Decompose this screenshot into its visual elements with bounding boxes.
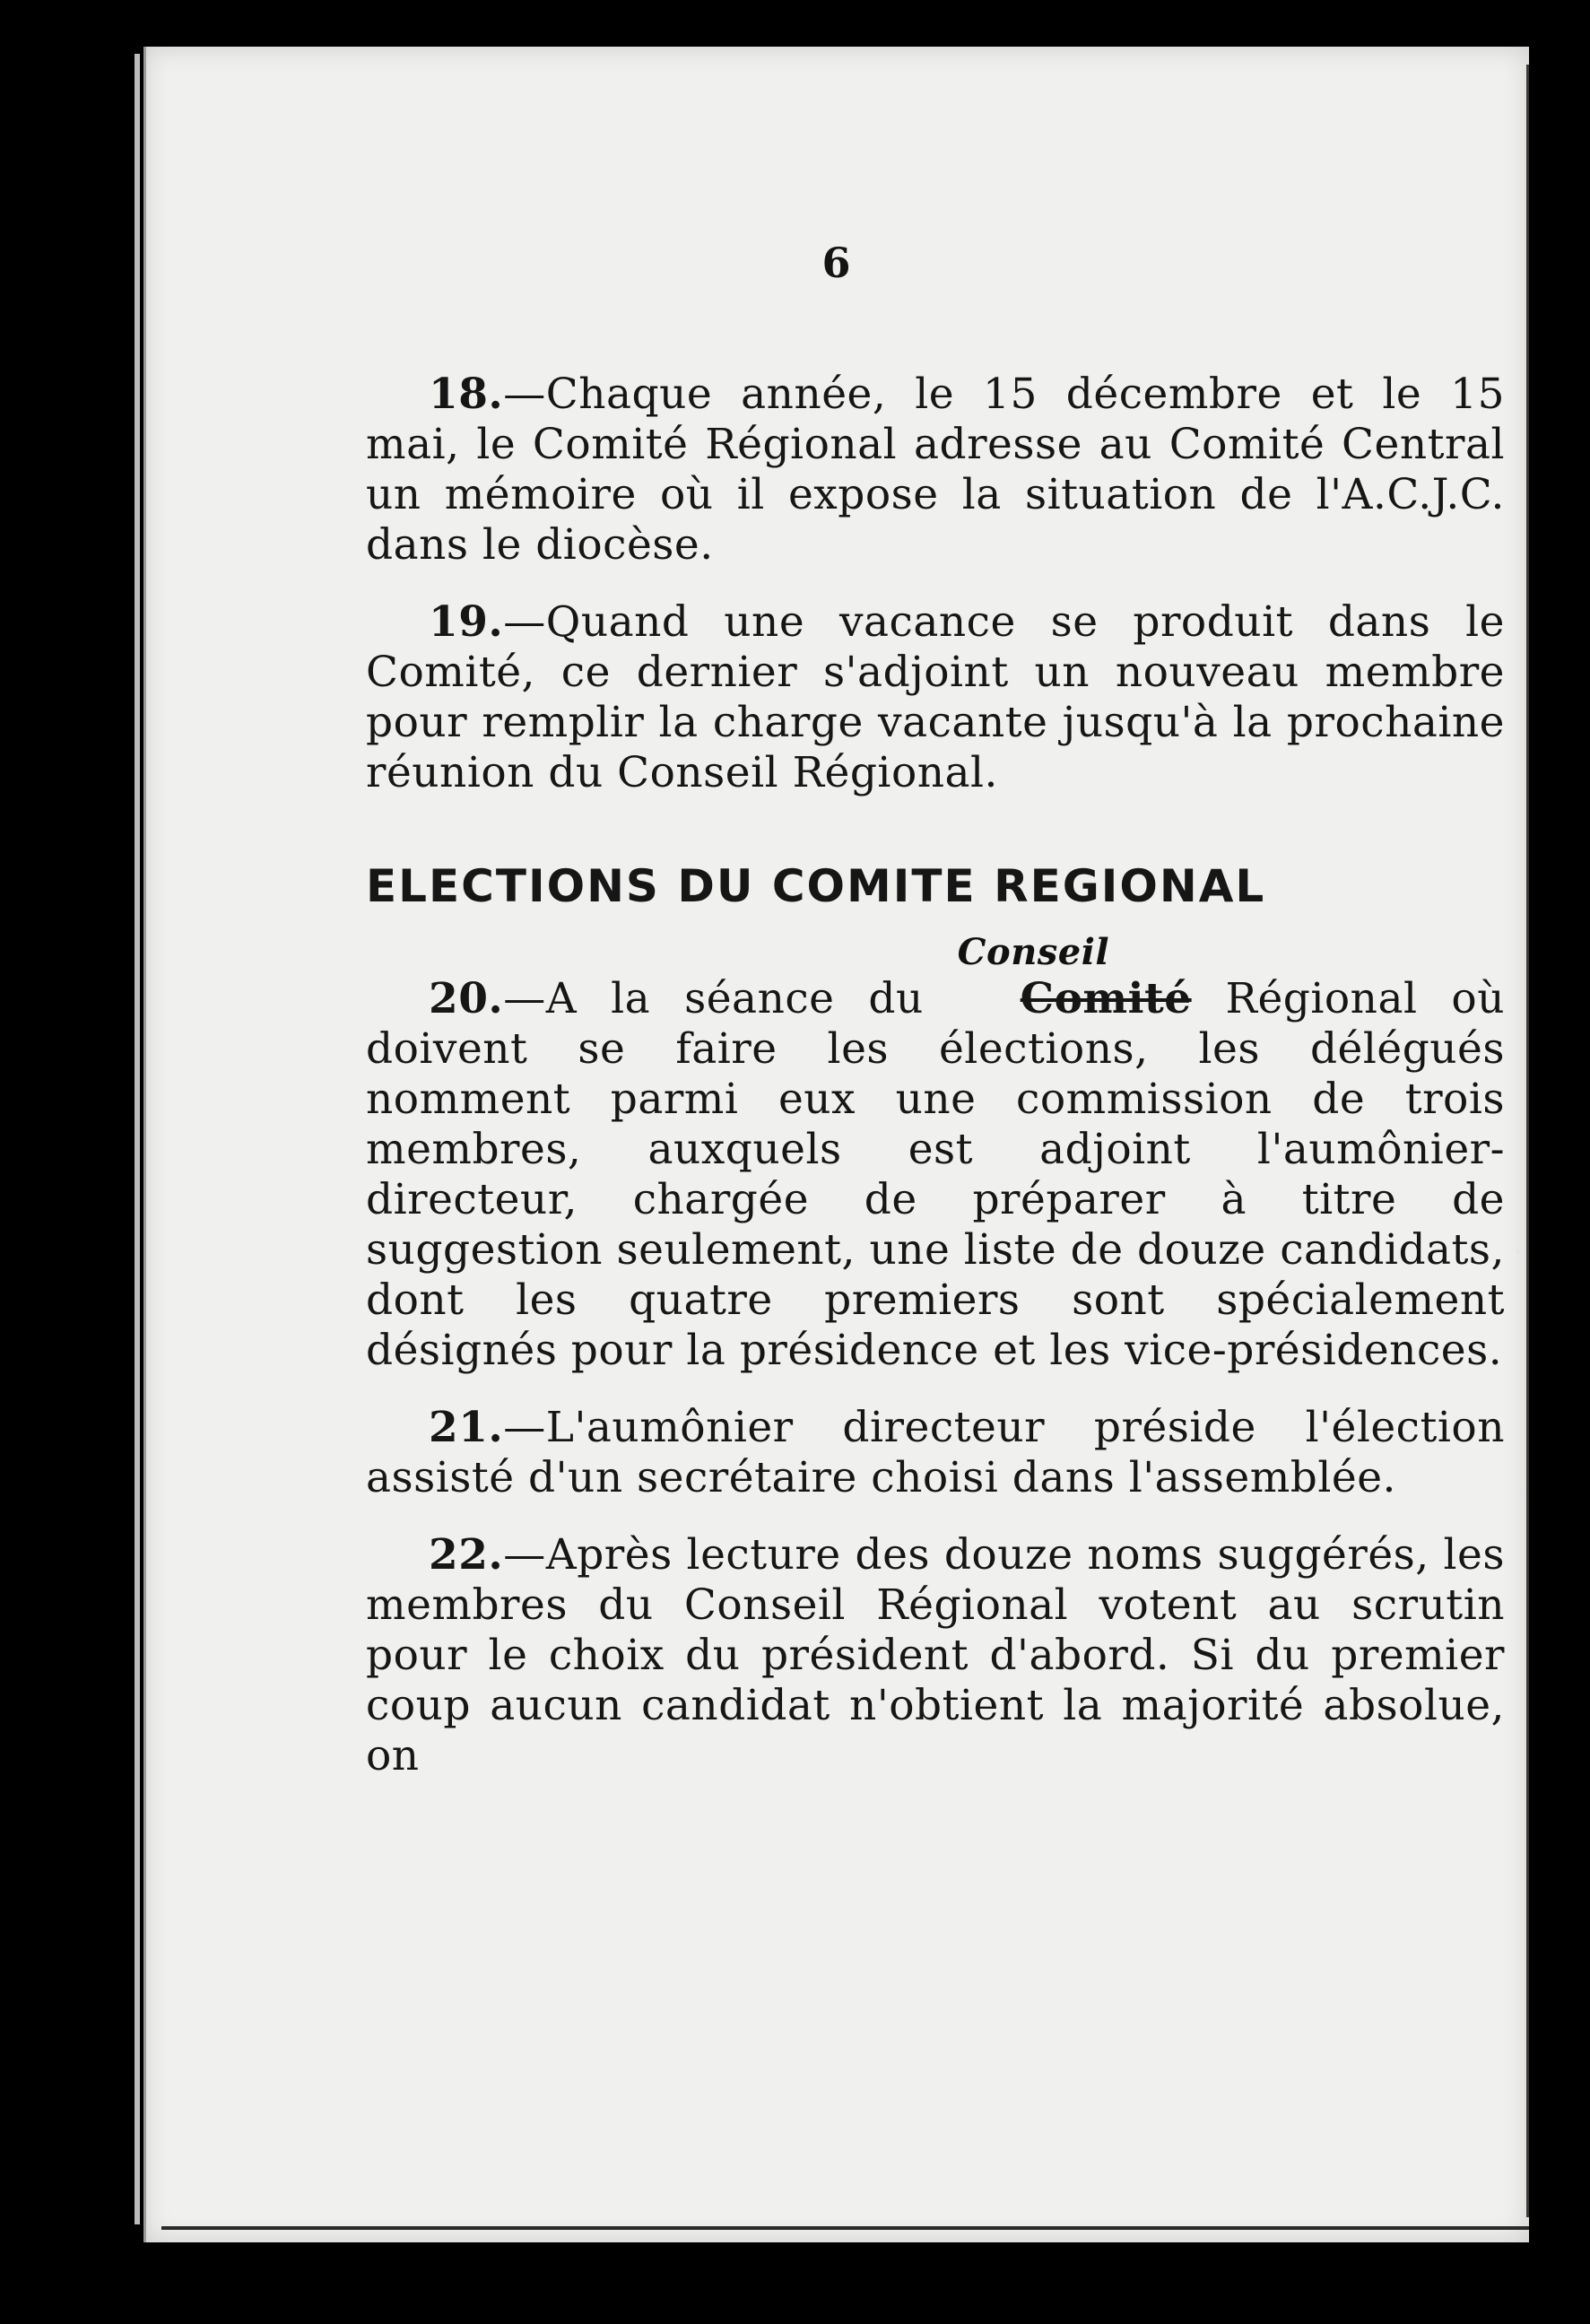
article-text-after: Régional où doivent se faire les élections, les délégués nomment parmi eux une commission de trois membres, auxquels est adjoint l'aumônier-directeur, chargée de préparer à titre de suggestion seulement, une liste de douze candidats, dont les quatre premiers sont spécialement désignés pour la présidence et les vice-présidences. (366, 974, 1505, 1375)
article-text-before: —A la séance du (503, 974, 958, 1023)
article-19 (366, 597, 1505, 798)
document-body (366, 370, 1505, 1808)
article-number: 19. (429, 597, 504, 647)
article-18 (366, 370, 1505, 570)
article-text: —Après lecture des douze noms suggérés, les membres du Conseil Régional votent au scrutin pour le choix du président d'abord. Si du premier coup aucun candidat n'obtient la majorité absolue, on (366, 1530, 1505, 1780)
document-page (143, 47, 1529, 2242)
handwritten-correction (957, 931, 1192, 1024)
article-number: 22. (429, 1530, 504, 1580)
scan-speck (1516, 1249, 1521, 1254)
page-number: 6 (821, 239, 851, 287)
article-text: —Quand une vacance se produit dans le Comité, ce dernier s'adjoint un nouveau membre pour remplir la charge vacante jusqu'à la prochaine réunion du Conseil Régional. (366, 597, 1505, 797)
scan-edge (135, 54, 140, 2224)
page-bottom-edge (161, 2226, 1529, 2230)
article-20 (366, 931, 1505, 1376)
page-fold-line (143, 47, 146, 2242)
section-heading: ELECTIONS DU COMITE REGIONAL (366, 860, 1266, 912)
article-22 (366, 1530, 1505, 1781)
struck-word: Comité (1020, 974, 1192, 1023)
article-21 (366, 1403, 1505, 1503)
article-number: 18. (429, 370, 504, 419)
page-right-edge (1526, 65, 1529, 2217)
article-number: 20. (429, 974, 504, 1023)
article-text: —Chaque année, le 15 décembre et le 15 mai, le Comité Régional adresse au Comité Central un mémoire où il expose la situation de l'A.C.J.C. dans le diocèse. (366, 370, 1505, 570)
article-number: 21. (429, 1403, 504, 1452)
article-text: —L'aumônier directeur préside l'élection assisté d'un secrétaire choisi dans l'assemblée. (366, 1403, 1505, 1502)
scan-speck (1521, 1491, 1525, 1495)
handwritten-insertion: Conseil (957, 931, 1110, 973)
